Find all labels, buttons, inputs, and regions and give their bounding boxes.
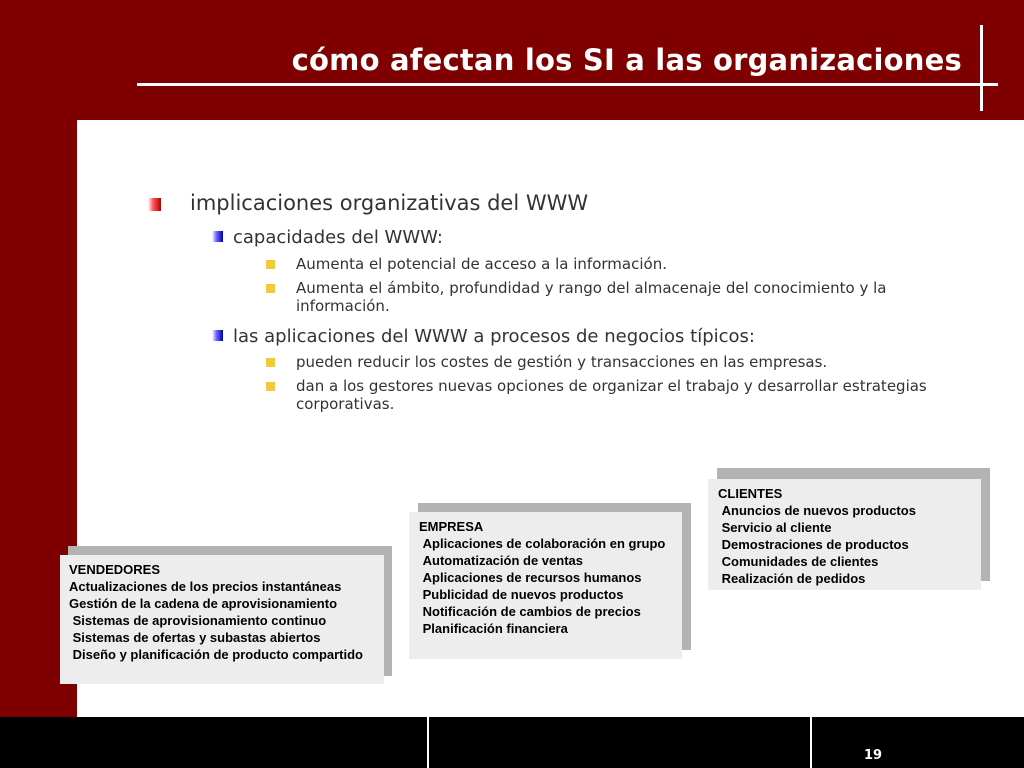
bullet-square-icon bbox=[266, 358, 275, 367]
vendedores-line: Actualizaciones de los precios instantáneas bbox=[69, 579, 342, 594]
bullet-square-icon bbox=[212, 231, 223, 242]
clientes-line: Demostraciones de productos bbox=[718, 537, 909, 552]
bullet-sub2-item: dan a los gestores nuevas opciones de organizar el trabajo y desarrollar estrategias corporativas. bbox=[296, 377, 927, 413]
bullet-main: implicaciones organizativas del WWW bbox=[190, 191, 589, 215]
bullet-sub1-label: capacidades del WWW: bbox=[233, 227, 443, 248]
clientes-box bbox=[708, 479, 981, 590]
bullet-sub1-item: Aumenta el ámbito, profundidad y rango del almacenaje del conocimiento y la información. bbox=[296, 279, 887, 315]
empresa-title: EMPRESA bbox=[419, 519, 484, 534]
empresa-line: Notificación de cambios de precios bbox=[419, 604, 641, 619]
title-vertical-line bbox=[980, 25, 983, 111]
empresa-line: Aplicaciones de colaboración en grupo bbox=[419, 536, 666, 551]
page-number: 19 bbox=[864, 748, 883, 763]
clientes-line: Anuncios de nuevos productos bbox=[718, 503, 916, 518]
clientes-line: Realización de pedidos bbox=[718, 571, 866, 586]
bullet-square-icon bbox=[266, 260, 275, 269]
bullet-square-icon bbox=[266, 382, 275, 391]
footer-divider bbox=[810, 717, 812, 768]
empresa-line: Automatización de ventas bbox=[419, 553, 583, 568]
empresa-line: Aplicaciones de recursos humanos bbox=[419, 570, 642, 585]
bullet-square-icon bbox=[148, 198, 161, 211]
slide-title: cómo afectan los SI a las organizaciones bbox=[291, 43, 962, 77]
clientes-line: Servicio al cliente bbox=[718, 520, 832, 535]
vendedores-line: Gestión de la cadena de aprovisionamiento bbox=[69, 596, 338, 611]
bullet-sub1-item: Aumenta el potencial de acceso a la información. bbox=[296, 255, 667, 273]
bullet-sub2-item: pueden reducir los costes de gestión y transacciones en las empresas. bbox=[296, 353, 828, 371]
bullet-sub2-label: las aplicaciones del WWW a procesos de negocios típicos: bbox=[233, 326, 755, 347]
clientes-title: CLIENTES bbox=[718, 486, 783, 501]
bullet-square-icon bbox=[266, 284, 275, 293]
vendedores-title: VENDEDORES bbox=[69, 562, 161, 577]
vendedores-line: Sistemas de ofertas y subastas abiertos bbox=[69, 630, 321, 645]
empresa-line: Publicidad de nuevos productos bbox=[419, 587, 624, 602]
footer-divider bbox=[427, 717, 429, 768]
vendedores-line: Diseño y planificación de producto compartido bbox=[69, 647, 363, 662]
empresa-box bbox=[409, 512, 682, 659]
bullet-square-icon bbox=[212, 330, 223, 341]
title-underline bbox=[137, 83, 998, 86]
header-band bbox=[0, 0, 1024, 120]
footer-band bbox=[0, 717, 1024, 768]
vendedores-line: Sistemas de aprovisionamiento continuo bbox=[69, 613, 327, 628]
clientes-line: Comunidades de clientes bbox=[718, 554, 879, 569]
empresa-line: Planificación financiera bbox=[419, 621, 568, 636]
vendedores-box bbox=[60, 555, 384, 684]
